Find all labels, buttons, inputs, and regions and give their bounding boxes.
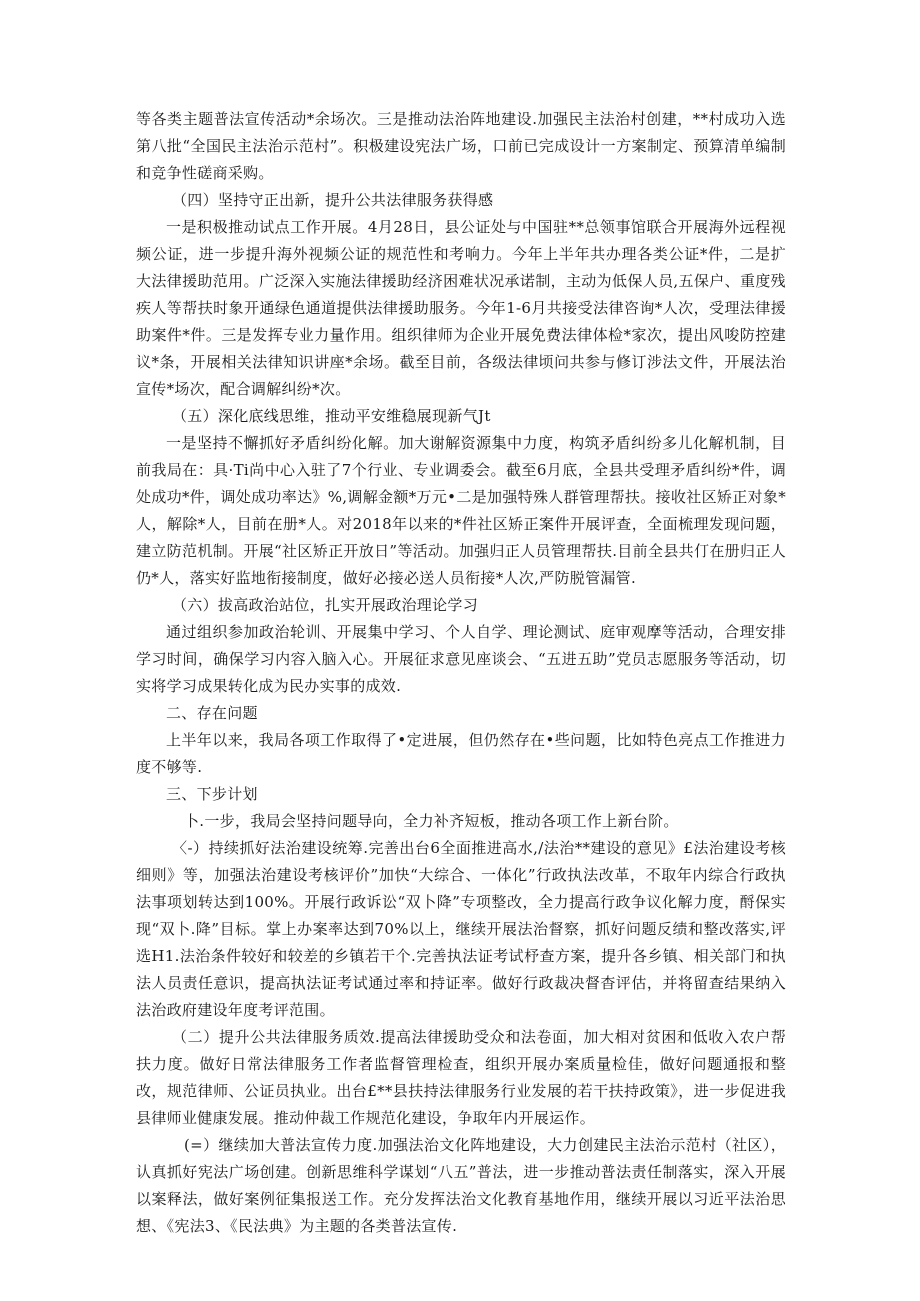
section-heading: （六）拔高政治站位，扎实开展政治理论学习: [172, 596, 479, 614]
document-body: [136, 106, 786, 1240]
section-heading: 三、下步计划: [166, 785, 258, 803]
paragraph: 一是积极推动试点工作开展。4月28日，县公证处与中国驻**总领事馆联合开展海外远程视频公证，进一步提升海外视频公证的规范性和考响力。今年上半年共办理各类公证*件，二是扩大法律援助范用。广泛深入实施法律援助经济困难状况承诺制，主动为低保人员,五保户、重度残疾人等帮扶时象开通绿色通道提供法律援助服务。今年1-6月共接受法律咨询*人次，受理法律援助案件*件。三是发挥专业力量作用。组织律师为企业开展免费法律体检*家次，提出风唆防控建议*条，开展相关法律知识讲座*余场。截至目前，各级法律顷问共参与修订涉法文件，开展法治宣传*场次，配合调解纠纷*次。: [136, 218, 786, 398]
section-heading: （五）深化底线思维，推动平安维稳展现新气Jt: [172, 407, 491, 425]
section-heading: 二、存在问题: [166, 704, 258, 722]
paragraph: 一是坚持不懈抓好矛盾纠纷化解。加大谢解资源集中力度，构筑矛盾纠纷多儿化解机制，目前我局在：具·Ti尚中心入驻了7个行业、专业调委会。截至6月底，全县共受理矛盾纠纷*件，调处成功*件，调处成功率达》%,调解金额*万元•二是加强特殊人群管理帮扶。接收社区矫正对象*人，解除*人，目前在册*人。对2018年以来的*件社区矫正案件开展评查，全面梳理发现问题，建立防范机制。开展“社区矫正开放日”等活动。加强归正人员管理帮扶.目前全县共仃在册归正人仍*人，落实好监地衔接制度，做好必接必送人员衔接*人次,严防脱管漏管.: [136, 434, 786, 587]
paragraph: 等各类主题普法宣传活动*余场次。三是推动法治阵地建设.加强民主法治村创建，**村成功入选第八批“全国民主法治示范村”。积极建设宪法广场，口前已完成设计一方案制定、预算清单编制和竞争性磋商采购。: [136, 110, 786, 182]
paragraph: （二）提升公共法律服务质效.提高法律援助受众和法卷面，加大相对贫困和低收入农户帮扶力度。做好日常法律服务工作者监督管理检查，组织开展办案质量检佳，做好问题通报和整改，规范律师、公证员执业。出台£**县扶持法律服务行业发展的若干扶持政策》，进一步促进我县律师业健康发展。推动仲裁工作规范化建设，争取年内开展运作。: [136, 1028, 786, 1127]
section-heading: （四）坚持守正出新，提升公共法律服务获得感: [172, 191, 494, 209]
paragraph: 通过组织参加政治轮训、开展集中学习、个人自学、理论测试、庭审观摩等活动，合理安排学习时间，确保学习内容入脑入心。开展征求意见座谈会、“五进五助”党员志愿服务等活动，切实将学习成果转化成为民办实事的成效.: [136, 623, 786, 695]
paragraph: (=）继续加大普法宣传力度.加强法治文化阵地建设，大力创建民主法治示范村（社区），认真抓好宪法广场创建。创新思维科学谋划“八五”普法，进一步推动普法责任制落实，深入开展以案释法，做好案例征集报送工作。充分发挥法治文化教育基地作用，继续开展以习近平法治思想、《宪法3、《民法典》为主题的各类普法宣传.: [136, 1136, 786, 1235]
paragraph: 卜.一步，我局会坚持问题导向，全力补齐短板，推动各项工作上新台阶。: [184, 812, 679, 830]
paragraph: 〈-）持续抓好法治建设统筹.完善出台6全面推进高水,/法治**建设的意见》£法治建设考核细则》等，加强法治建设考核评价”加快“大综合、一体化”行政执法改革，不取年内综合行政执法事项划转达到100%。开展行政诉讼“双卜降”专项整改，全力提高行政争议化解力度，酹保实现“双卜.降”目标。掌上办案率达到70%以上，继续开展法治督察，抓好问题反绩和整改落实,评选H1.法治条件较好和较差的乡镇若干个.完善执法证考试杼查方案，提升各乡镇、相关部门和执法人员责任意识，提高执法证考试通过率和持证率。做好行政裁决督杳评估，并将留查结果纳入法治政府建设年度考评范围。: [136, 839, 786, 1019]
paragraph: 上半年以来，我局各项工作取得了•定进展，但仍然存在•些问题，比如特色亮点工作推进力度不够等.: [136, 731, 786, 776]
